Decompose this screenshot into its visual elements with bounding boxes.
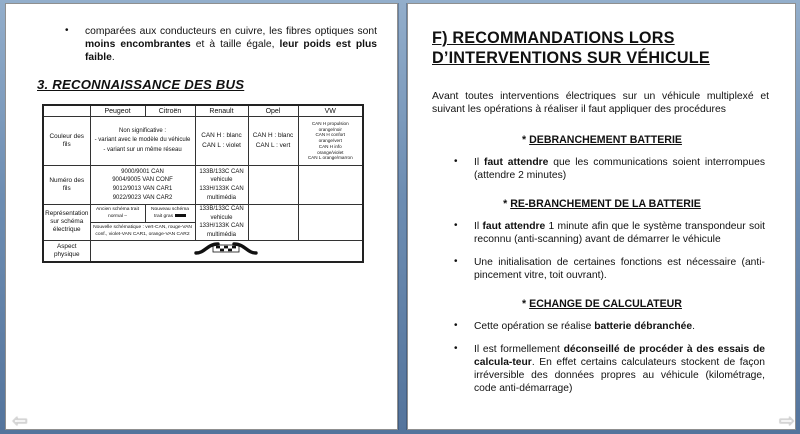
aspect-drawing-cell <box>90 240 363 262</box>
bullet-icon: • <box>454 155 458 167</box>
page-left <box>5 3 398 430</box>
bullet-icon: • <box>454 219 458 231</box>
bullet-item <box>454 343 765 395</box>
table-row-couleur <box>43 117 363 166</box>
couleur-opel-cell <box>248 117 298 166</box>
previous-page-arrow-icon[interactable]: ⇦ <box>12 411 28 432</box>
couleur-vw-line: orange/noir <box>318 126 342 132</box>
table-row-aspect <box>43 240 363 262</box>
bullet-text <box>474 156 765 182</box>
couleur-opel-line: CAN L : vert <box>255 142 291 149</box>
numero-peugeot-citroen-cell <box>90 166 195 205</box>
numero-pc-line: 9012/9013 VAN CAR1 <box>112 186 173 192</box>
page-title-line2: D’INTERVENTIONS SUR VÉHICULE <box>432 48 710 67</box>
table-row-representation-a <box>43 205 363 223</box>
bullet-bold-1: batterie débranchée <box>594 320 693 332</box>
intro-bullet-item <box>65 25 377 64</box>
intro-text-1: comparées aux conducteurs en cuivre, les fibres optiques sont <box>85 26 377 37</box>
table-row-numero <box>43 166 363 205</box>
representation-renault-line: vehicule <box>210 214 233 221</box>
table-cell-empty <box>248 205 298 241</box>
table-header-row <box>43 105 363 117</box>
bullet-text-1: Il <box>474 156 485 168</box>
intro-text-2: et à taille égale, <box>190 39 280 50</box>
couleur-vw-line: CAN H confort <box>315 132 346 138</box>
row-label-aspect: Aspect physique <box>43 240 90 262</box>
section-title-text: DEBRANCHEMENT BATTERIE <box>529 133 682 146</box>
couleur-renault-line: CAN H : blanc <box>201 131 242 139</box>
bullet-item <box>454 320 765 333</box>
row-label-numero: Numéro des fils <box>43 166 90 205</box>
numero-renault-line: vehicule <box>210 177 233 184</box>
table-cell-empty <box>298 166 363 205</box>
numero-renault-line: 133B/133C CAN <box>199 168 244 175</box>
table-cell-empty <box>248 166 298 205</box>
representation-renault-line: 133H/133K CAN <box>199 223 244 230</box>
bullet-item <box>454 220 765 246</box>
col-header-peugeot: Peugeot <box>90 105 145 117</box>
col-header-vw: VW <box>298 105 363 117</box>
section-title-text: ECHANGE DE CALCULATEUR <box>529 297 682 310</box>
couleur-pc-line: Non significative : <box>118 128 167 135</box>
couleur-vw-line: CAN H propulsion <box>311 120 349 126</box>
couleur-vw-line: orange/vert <box>318 138 342 144</box>
couleur-opel-line: CAN H : blanc <box>252 131 294 139</box>
bullet-text-2: . En effet certains calculateurs stockent de façon irréversible des données propres au véhicule (kilométrage, code anti-démarrage) <box>474 356 765 394</box>
twisted-pair-icon <box>194 241 258 256</box>
numero-renault-line: 133H/133K CAN <box>199 186 244 192</box>
couleur-vw-cell <box>298 117 363 166</box>
couleur-renault-line: CAN L : violet <box>202 142 241 149</box>
numero-renault-cell <box>195 166 248 205</box>
intro-bold-1: moins encombrantes <box>85 39 191 50</box>
representation-renault-line: 133B/133C CAN <box>199 206 244 212</box>
representation-renault-cell <box>195 205 248 241</box>
bullet-icon: • <box>454 319 458 331</box>
bullet-item <box>454 256 765 282</box>
bullet-icon: • <box>454 255 458 267</box>
intro-paragraph: Avant toutes interventions électriques sur un véhicule multiplexé et suivant les opérations à réaliser il faut appliquer des procédures <box>432 90 769 115</box>
bullet-bold-1: faut attendre <box>484 156 549 168</box>
numero-pc-line: 9000/9001 CAN <box>121 168 164 175</box>
representation-renault-line: multimédia <box>206 232 236 239</box>
section-title-text: RE-BRANCHEMENT DE LA BATTERIE <box>510 197 701 210</box>
bullet-icon: • <box>65 25 69 36</box>
bullet-bold-1: déconseillé de procéder à des essais de calcula-teur <box>474 343 766 368</box>
bullet-item <box>454 156 765 182</box>
table-cell-empty <box>43 105 90 117</box>
section-title-echange <box>426 298 778 310</box>
couleur-pc-line: - variant sur un même réseau <box>103 146 182 153</box>
representation-nouvelle-cell: Nouvelle schématique : vert-CAN, rouge-VAN conf., violet-VAN CAR1, orange-VAN CAR2 <box>90 223 195 240</box>
bullet-text <box>474 343 765 395</box>
table-cell-empty <box>298 205 363 241</box>
numero-renault-line: multimédia <box>206 194 236 201</box>
next-page-arrow-icon[interactable]: ⇨ <box>779 411 795 432</box>
bullet-text-2: 1 minute afin que le système transpondeur soit reconnu (anti-scanning) avant de démarrer le véhicule <box>474 220 765 245</box>
representation-nouveau-cell <box>145 205 195 223</box>
thick-line-sample <box>175 214 186 217</box>
couleur-vw-line: orange/violet <box>317 149 344 155</box>
col-header-renault: Renault <box>195 105 248 117</box>
intro-bullet-text <box>85 25 377 64</box>
bullet-text-1: Il est formellement <box>474 343 564 355</box>
couleur-peugeot-citroen-cell <box>90 117 195 166</box>
page-right <box>407 3 796 430</box>
couleur-pc-line: - variant avec le modèle du véhicule <box>94 137 191 144</box>
row-label-representation: Représentation sur schéma électrique <box>43 205 90 241</box>
bullet-text: Une initialisation de certaines fonctions est nécessaire (anti-pincement vitre, toit ouvrant). <box>474 256 765 281</box>
bullet-text-1: Il <box>474 220 483 232</box>
couleur-vw-line: CAN H info <box>318 143 342 149</box>
col-header-opel: Opel <box>248 105 298 117</box>
star-marker: * <box>522 297 530 310</box>
section-title-rebranchement <box>426 198 778 210</box>
bullet-text-2: que les communications soient interrompues (attendre 2 minutes) <box>474 156 765 181</box>
couleur-vw-line: CAN L orange/marron <box>307 155 353 161</box>
representation-nouveau-text: Nouveau schéma trait gras <box>150 207 190 219</box>
star-marker: * <box>522 133 530 146</box>
intro-bold-2: leur poids est plus faible <box>85 39 377 63</box>
bullet-icon: • <box>454 342 458 354</box>
page-title <box>432 29 784 69</box>
page-title-line1: F) RECOMMANDATIONS LORS <box>432 29 675 47</box>
numero-pc-line: 9004/9005 VAN CONF <box>112 177 173 184</box>
representation-ancien-cell: Ancien schéma trait normal – <box>90 205 145 223</box>
section-heading-reconnaissance: 3. RECONNAISSANCE DES BUS <box>37 77 245 92</box>
couleur-renault-cell <box>195 117 248 166</box>
intro-text-3: . <box>111 52 115 63</box>
bus-table <box>42 104 364 263</box>
star-marker: * <box>503 197 511 210</box>
bullet-text-2: . <box>692 320 695 332</box>
bullet-text <box>474 220 765 246</box>
bullet-bold-1: faut attendre <box>482 220 546 232</box>
row-label-couleur: Couleur des fils <box>43 117 90 166</box>
col-header-citroen: Citroën <box>145 105 195 117</box>
numero-pc-line: 9022/9023 VAN CAR2 <box>112 194 173 201</box>
bullet-text-1: Cette opération se réalise <box>474 320 595 332</box>
bullet-text <box>474 320 765 333</box>
section-title-debranchement <box>426 134 778 146</box>
